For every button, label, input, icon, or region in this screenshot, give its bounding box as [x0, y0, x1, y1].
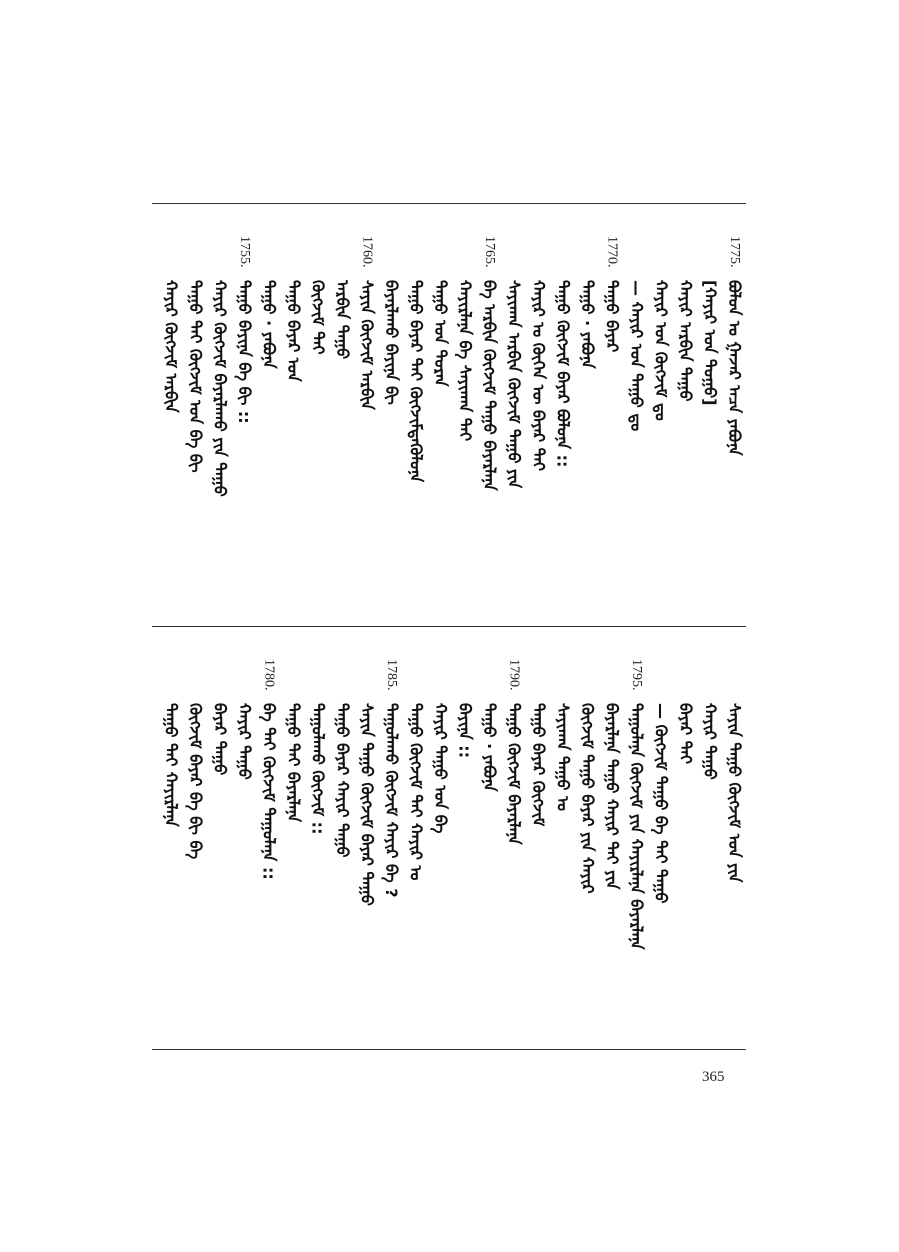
- line-text: ᠳᠠᠭᠤᠯᠠᠨᠠ ᠬᠥᠭᠵᠢᠮ ᠶᠢᠨ ᠬᠠᠶᠢᠷᠯᠠᠨᠠ ᠪᠠᠶᠠᠷᠯᠠᠨᠠ: [627, 703, 646, 950]
- line-text: ᠪᠠᠶᠠᠷ ᠲᠠᠢ: [676, 703, 695, 764]
- text-line: [673, 236, 697, 616]
- line-text: ᠳᠠᠭᠤ ᠪᠠᠶᠠᠷ: [602, 280, 622, 353]
- line-number: 1790.: [506, 659, 522, 691]
- line-text: ᠬᠠᠶᠢᠷ ᠳᠠᠭᠤ ᠤᠨ ᠪᠠ: [431, 703, 450, 834]
- text-line: [673, 659, 697, 1039]
- line-text: ᠳᠠᠭᠤᠯᠠᠬᠤ ᠬᠥᠭᠵᠢᠮ ::: [308, 703, 328, 835]
- text-line: [404, 659, 428, 1039]
- text-line: [379, 236, 403, 616]
- line-number: 1760.: [359, 236, 375, 268]
- text-line: [404, 236, 428, 616]
- text-line: [355, 236, 379, 616]
- text-line: [453, 659, 477, 1039]
- line-text: [ᠬᠠᠶᠢᠷ ᠤᠨ ᠳᠤᠭᠤ]: [700, 280, 720, 406]
- text-line: [624, 236, 648, 616]
- text-line: [183, 659, 207, 1039]
- line-text: ᠳᠠᠭᠤ ᠪᠠᠶᠠᠷ ᠤᠨ: [284, 280, 303, 382]
- text-line: [232, 659, 256, 1039]
- page-number: 365: [702, 1069, 725, 1085]
- text-line: [159, 659, 183, 1039]
- line-text: ᠪᠠᠶᠠᠷᠯᠠᠬᠤ ᠪᠠᠶᠢᠨᠠ ᠪᠢ: [382, 280, 401, 405]
- text-line: [624, 659, 648, 1039]
- text-line: [330, 236, 354, 616]
- line-text: ᠪᠣᠯᠣᠨ ᠣ ᠭᠠᠵᠠᠷ ᠠᠴᠠ ᠶᠠᠪᠤᠨᠠ: [725, 280, 744, 456]
- line-text: ᠳᠠᠭᠤ ᠲᠠᠢ ᠪᠠᠶᠠᠷᠯᠠᠨᠠ: [284, 703, 303, 823]
- text-line: [355, 659, 379, 1039]
- line-text: ᠰᠠᠶᠢᠬᠠᠨ ᠳᠠᠭᠤ ᠣ: [553, 703, 573, 812]
- text-line: [575, 659, 599, 1039]
- line-text: ᠠᠷᠪᠢᠨ ᠳᠠᠭᠤ: [333, 280, 352, 360]
- text-line: [551, 659, 575, 1039]
- line-text: ᠬᠠᠶᠢᠷ ᠳᠠᠭᠤ: [700, 703, 720, 780]
- text-line: [428, 659, 452, 1039]
- text-line: [208, 236, 232, 616]
- line-text: ᠳᠠᠭᠤ ᠪᠠᠶᠠᠷ ᠬᠥᠭᠵᠢᠮ: [529, 703, 548, 827]
- upper-text-block: [152, 236, 746, 616]
- line-text: ᠳᠠᠭᠤ ᠪᠠᠶᠠᠷ ᠬᠠᠶᠢᠷ ᠳᠠᠭᠤ: [333, 703, 352, 858]
- text-line: [698, 236, 722, 616]
- line-text: ᠪᠠᠶᠢᠨᠠ ::: [455, 703, 475, 759]
- text-line: [600, 659, 624, 1039]
- line-text: ᠬᠠᠶᠢᠷ ᠬᠥᠭᠵᠢᠮ ᠠᠷᠪᠢᠨ: [161, 280, 181, 413]
- bottom-rule: [152, 1049, 746, 1050]
- text-line: [232, 236, 256, 616]
- line-text: ᠳᠠᠭᠤ · ᠶᠠᠪᠤᠨᠠ: [480, 703, 499, 792]
- text-line: [257, 236, 281, 616]
- text-line: [453, 236, 477, 616]
- line-number: 1795.: [629, 659, 644, 691]
- text-line: [502, 659, 526, 1039]
- text-line: [257, 659, 281, 1039]
- line-number: 1770.: [604, 236, 620, 268]
- text-line: [526, 659, 550, 1039]
- text-line: [208, 659, 232, 1039]
- line-number: 1775.: [727, 236, 742, 268]
- text-line: [551, 236, 575, 616]
- line-number: 1765.: [482, 236, 497, 268]
- text-line: [526, 236, 550, 616]
- line-text: ᠪᠠ ᠠᠷᠪᠢᠨ ᠬᠥᠭᠵᠢᠮ ᠳᠠᠭᠤ ᠪᠠᠶᠠᠷᠯᠠᠨᠠ: [480, 280, 499, 491]
- line-text: ᠳᠠᠭᠤ ᠬᠥᠭᠵᠢᠮ ᠲᠠᠢ ᠬᠠᠶᠢᠷ ᠣ: [406, 703, 426, 881]
- line-text: ᠳᠠᠭᠤ · ᠶᠠᠪᠤᠨᠠ: [259, 280, 279, 369]
- text-line: [477, 659, 501, 1039]
- text-line: [698, 659, 722, 1039]
- top-rule: [152, 203, 746, 204]
- line-text: ᠪᠠᠶᠠᠷ ᠳᠠᠭᠤ: [210, 703, 230, 776]
- line-text: ᠰᠠᠶᠢᠨ ᠳᠠᠭᠤ ᠬᠥᠭᠵᠢᠮ ᠪᠠᠶᠠᠷ ᠳᠠᠭᠤ: [357, 703, 377, 906]
- line-text: ᠳᠠᠭᠤ ᠪᠠᠶᠠᠷ ᠲᠠᠢ ᠬᠥᠭᠵᠢᠮᠳᠡᠭᠦᠯᠦᠨᠡ: [406, 280, 426, 483]
- line-text: ᠳᠠᠭᠤ ᠬᠥᠭᠵᠢᠮ ᠪᠠᠶᠠᠷᠯᠠᠨᠠ: [504, 703, 524, 845]
- line-text: ᠳᠠᠭᠤ ᠲᠠᠢ ᠬᠠᠶᠢᠷᠯᠠᠨᠠ: [161, 703, 181, 827]
- line-text: ᠰᠠᠶᠢᠨ ᠬᠥᠭᠵᠢᠮ ᠠᠷᠪᠢᠨ: [357, 280, 377, 410]
- text-line: [502, 236, 526, 616]
- text-line: [281, 236, 305, 616]
- line-text: ᠳᠠᠭᠤ ᠲᠠᠢ ᠬᠥᠭᠵᠢᠮ ᠤᠨ ᠪᠠ ᠪᠢ: [186, 280, 205, 473]
- line-text: ᠪᠠ ᠲᠠᠢ ᠬᠥᠭᠵᠢᠮ ᠳᠠᠭᠤᠯᠠᠨᠠ ::: [259, 703, 279, 880]
- line-text: ᠰᠠᠶᠢᠨ ᠳᠠᠭᠤ ᠬᠥᠭᠵᠢᠮ ᠤᠨ ᠶᠢᠨ: [725, 703, 744, 883]
- line-text: ᠳᠠᠭᠤ · ᠶᠠᠪᠤᠨᠠ: [578, 280, 597, 369]
- text-line: [330, 659, 354, 1039]
- line-text: ᠳᠠᠭᠤ ᠪᠠᠶᠢᠨᠠ ᠪᠠ ᠪᠢ ::: [235, 280, 254, 424]
- line-number: 1780.: [261, 659, 277, 691]
- line-text: ᠪᠠᠶᠠᠷᠯᠠᠨᠠ ᠳᠠᠭᠤ ᠬᠠᠶᠢᠷ ᠲᠠᠢ ᠶᠢᠨ: [602, 703, 622, 890]
- line-text: — ᠬᠠᠶᠢᠷ ᠤᠨ ᠳᠠᠭᠤ ᠳᠤ: [627, 280, 646, 432]
- line-text: ᠬᠠᠶᠢᠷ ᠣ ᠬᠥᠬᠡᠨ ᠦ ᠪᠠᠶᠠᠷ ᠲᠠᠢ: [529, 280, 548, 472]
- line-text: ᠬᠥᠭᠵᠢᠮ ᠪᠠᠶᠠᠷ ᠪᠠ ᠪᠢ ᠪᠠ: [186, 703, 205, 860]
- line-number: 1785.: [384, 659, 399, 691]
- line-text: ᠬᠠᠶᠢᠷ ᠳᠠᠭᠤ: [235, 703, 254, 780]
- line-text: ᠬᠠᠶᠢᠷ ᠠᠷᠪᠢᠨ ᠳᠠᠭᠤ: [676, 280, 695, 402]
- line-text: ᠳᠠᠭᠤ ᠤᠨ ᠳᠤᠷᠠᠨ: [431, 280, 450, 387]
- lower-text-block: [152, 659, 746, 1039]
- line-text: ᠰᠠᠶᠢᠬᠠᠨ ᠠᠷᠪᠢᠨ ᠬᠥᠭᠵᠢᠮ ᠳᠠᠭᠤ ᠶᠢᠨ: [504, 280, 524, 489]
- text-line: [722, 236, 746, 616]
- line-text: ᠬᠥᠭᠵᠢᠮ ᠲᠠᠢ: [308, 280, 328, 355]
- line-text: — ᠬᠥᠭᠵᠢᠮ ᠳᠠᠭᠤ ᠪᠠ ᠲᠠᠢ ᠳᠠᠭᠤ: [651, 703, 671, 904]
- line-text: ᠳᠠᠭᠤᠯᠠᠬᠤ ᠬᠥᠭᠵᠢᠮ ᠬᠠᠶᠢᠷ ᠪᠠ ?: [382, 703, 401, 898]
- line-text: ᠬᠠᠶᠢᠷ ᠬᠥᠭᠵᠢᠮ ᠪᠠᠶᠠᠷᠯᠠᠬᠤ ᠶᠢᠨ ᠳᠠᠭᠤ: [210, 280, 230, 497]
- text-line: [159, 236, 183, 616]
- middle-rule: [152, 626, 746, 627]
- text-line: [477, 236, 501, 616]
- text-line: [600, 236, 624, 616]
- line-text: ᠬᠠᠶᠢᠷ ᠤᠨ ᠬᠥᠭᠵᠢᠮ ᠳᠤ: [651, 280, 671, 421]
- text-line: [722, 659, 746, 1039]
- line-text: ᠳᠠᠭᠤ ᠬᠥᠭᠵᠢᠮ ᠪᠠᠶᠠᠷ ᠪᠣᠯᠤᠨᠠ ::: [553, 280, 573, 468]
- text-line: [428, 236, 452, 616]
- line-text: ᠬᠠᠶᠢᠷᠯᠠᠨᠠ ᠪᠠ ᠰᠠᠶᠢᠬᠠᠨ ᠲᠠᠢ: [455, 280, 475, 442]
- text-line: [306, 659, 330, 1039]
- text-line: [183, 236, 207, 616]
- line-number: 1755.: [237, 236, 252, 268]
- text-line: [575, 236, 599, 616]
- line-text: ᠬᠥᠭᠵᠢᠮ ᠳᠠᠭᠤ ᠪᠠᠶᠠᠷ ᠶᠢᠨ ᠬᠠᠶᠢᠷ: [578, 703, 597, 894]
- text-line: [649, 236, 673, 616]
- text-line: [281, 659, 305, 1039]
- text-line: [379, 659, 403, 1039]
- text-line: [306, 236, 330, 616]
- text-line: [649, 659, 673, 1039]
